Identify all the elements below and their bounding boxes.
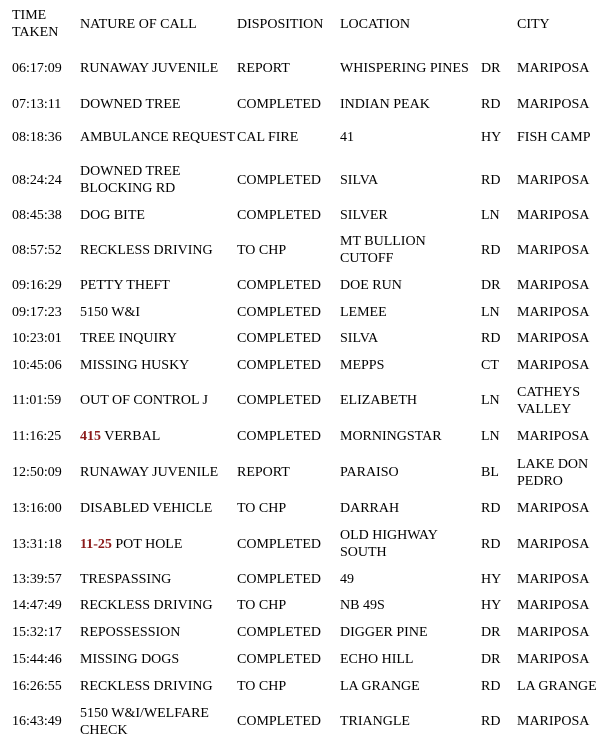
street-suffix-cell: HY <box>481 598 502 613</box>
time-cell: 15:32:17 <box>12 625 62 640</box>
location-cell: PARAISO <box>340 465 399 480</box>
nature-cell <box>80 521 237 567</box>
time-cell: 08:24:24 <box>12 172 62 188</box>
nature-cell <box>80 423 237 449</box>
header-location: LOCATION <box>340 17 410 32</box>
disposition-cell: COMPLETED <box>237 625 321 640</box>
table-row <box>0 699 614 744</box>
street-suffix-cell: RD <box>481 501 501 516</box>
table-row <box>0 592 614 619</box>
time-cell: 09:16:29 <box>12 278 62 293</box>
city-cell: MARIPOSA <box>517 598 590 613</box>
location-cell: SILVA <box>340 331 379 346</box>
street-suffix-cell: DR <box>481 278 501 293</box>
location-cell: DOE RUN <box>340 278 402 293</box>
nature-cell: 5150 W&I/WELFARE CHECK <box>80 705 209 738</box>
disposition-cell: COMPLETED <box>237 96 321 112</box>
city-cell: MARIPOSA <box>517 536 590 552</box>
city-cell: MARIPOSA <box>517 278 590 293</box>
time-cell: 09:17:23 <box>12 304 62 320</box>
table-row <box>0 325 614 352</box>
call-code: 11-25 <box>80 536 112 552</box>
disposition-cell: REPORT <box>237 465 290 480</box>
disposition-cell: COMPLETED <box>237 357 321 373</box>
table-row <box>0 378 614 423</box>
disposition-cell: COMPLETED <box>237 331 321 346</box>
disposition-cell: COMPLETED <box>237 304 321 320</box>
header-time-line2: TAKEN <box>12 25 59 40</box>
city-cell: MARIPOSA <box>517 428 590 444</box>
time-cell: 14:47:49 <box>12 598 62 613</box>
city-cell: MARIPOSA <box>517 501 590 516</box>
time-cell: 08:45:38 <box>12 207 62 223</box>
time-cell: 13:31:18 <box>12 536 62 552</box>
disposition-cell: COMPLETED <box>237 428 321 444</box>
nature-cell: RECKLESS DRIVING <box>80 598 213 613</box>
location-cell: 41 <box>340 129 354 145</box>
location-cell: ELIZABETH <box>340 393 417 408</box>
location-cell: INDIAN PEAK <box>340 96 430 112</box>
city-cell: LAKE DON PEDRO <box>517 456 589 489</box>
street-suffix-cell: HY <box>481 129 502 145</box>
header-nature: NATURE OF CALL <box>80 17 197 32</box>
table-row <box>0 673 614 699</box>
call-code: 415 <box>80 428 101 444</box>
table-row <box>0 92 614 116</box>
nature-cell: TREE INQUIRY <box>80 331 177 346</box>
nature-cell: RUNAWAY JUVENILE <box>80 465 219 480</box>
street-suffix-cell: DR <box>481 652 501 667</box>
city-cell: MARIPOSA <box>517 331 590 346</box>
city-cell: MARIPOSA <box>517 96 590 112</box>
location-cell: 49 <box>340 572 354 587</box>
table-row <box>0 646 614 673</box>
location-cell: OLD HIGHWAY SOUTH <box>340 528 438 560</box>
table-row <box>0 116 614 158</box>
city-cell: FISH CAMP <box>517 129 591 145</box>
disposition-cell: REPORT <box>237 61 290 76</box>
city-cell: MARIPOSA <box>517 207 590 223</box>
time-cell: 13:39:57 <box>12 572 62 587</box>
nature-cell: TRESPASSING <box>80 572 172 587</box>
city-cell: LA GRANGE <box>517 678 597 694</box>
table-row <box>0 449 614 496</box>
city-cell: MARIPOSA <box>517 172 590 188</box>
header-time <box>0 0 80 45</box>
street-suffix-cell: CT <box>481 357 499 373</box>
header-city: CITY <box>517 17 550 32</box>
table-row <box>0 299 614 325</box>
nature-cell: MISSING HUSKY <box>80 357 190 373</box>
table-row <box>0 496 614 521</box>
location-cell: DIGGER PINE <box>340 625 428 640</box>
nature-cell: DOWNED TREE <box>80 96 181 112</box>
city-cell: MARIPOSA <box>517 625 590 640</box>
disposition-cell: COMPLETED <box>237 207 321 223</box>
table-row <box>0 158 614 202</box>
time-cell: 11:16:25 <box>12 428 62 444</box>
location-cell: MORNINGSTAR <box>340 428 442 444</box>
time-cell: 08:18:36 <box>12 129 62 145</box>
location-cell: ECHO HILL <box>340 652 414 667</box>
nature-cell: DOG BITE <box>80 207 145 223</box>
table-row <box>0 228 614 272</box>
time-cell: 16:43:49 <box>12 714 62 729</box>
disposition-cell: COMPLETED <box>237 652 321 667</box>
table-row <box>0 423 614 449</box>
table-row <box>0 521 614 567</box>
disposition-cell: COMPLETED <box>237 714 321 729</box>
location-cell: TRIANGLE <box>340 714 410 729</box>
time-cell: 10:23:01 <box>12 331 62 346</box>
street-suffix-cell: HY <box>481 572 502 587</box>
city-cell: MARIPOSA <box>517 61 590 76</box>
nature-cell: DISABLED VEHICLE <box>80 501 213 516</box>
location-cell: LA GRANGE <box>340 678 420 694</box>
disposition-cell: TO CHP <box>237 598 287 613</box>
street-suffix-cell: RD <box>481 242 501 258</box>
street-suffix-cell: LN <box>481 393 500 408</box>
time-cell: 07:13:11 <box>12 96 62 112</box>
time-cell: 11:01:59 <box>12 393 62 408</box>
location-cell: MEPPS <box>340 357 385 373</box>
header-time-line1: TIME <box>12 8 47 23</box>
disposition-cell: TO CHP <box>237 678 287 694</box>
disposition-cell: TO CHP <box>237 242 287 258</box>
nature-cell: RECKLESS DRIVING <box>80 242 213 258</box>
street-suffix-cell: LN <box>481 207 500 223</box>
table-row <box>0 619 614 646</box>
nature-cell: OUT OF CONTROL J <box>80 393 208 408</box>
street-suffix-cell: LN <box>481 428 500 444</box>
nature-cell: MISSING DOGS <box>80 652 180 667</box>
city-cell: CATHEYS VALLEY <box>517 384 581 417</box>
table-row <box>0 45 614 92</box>
street-suffix-cell: RD <box>481 536 501 552</box>
street-suffix-cell: LN <box>481 304 500 320</box>
nature-cell: RUNAWAY JUVENILE <box>80 61 219 76</box>
city-cell: MARIPOSA <box>517 652 590 667</box>
street-suffix-cell: RD <box>481 678 501 694</box>
disposition-cell: COMPLETED <box>237 393 321 408</box>
street-suffix-cell: RD <box>481 714 501 729</box>
time-cell: 16:26:55 <box>12 678 62 694</box>
location-cell: MT BULLION CUTOFF <box>340 234 426 266</box>
nature-cell: REPOSSESSION <box>80 625 181 640</box>
table-row <box>0 352 614 378</box>
city-cell: MARIPOSA <box>517 304 590 320</box>
street-suffix-cell: DR <box>481 625 501 640</box>
location-cell: NB 49S <box>340 598 385 613</box>
time-cell: 06:17:09 <box>12 61 62 76</box>
location-cell: SILVER <box>340 207 388 223</box>
nature-cell: RECKLESS DRIVING <box>80 678 213 694</box>
table-row <box>0 567 614 592</box>
disposition-cell: COMPLETED <box>237 172 321 188</box>
nature-cell: 5150 W&I <box>80 304 141 320</box>
nature-text: POT HOLE <box>111 536 183 552</box>
city-cell: MARIPOSA <box>517 572 590 587</box>
nature-cell: AMBULANCE REQUEST <box>80 129 236 145</box>
location-cell: DARRAH <box>340 501 400 516</box>
nature-cell: PETTY THEFT <box>80 278 170 293</box>
disposition-cell: COMPLETED <box>237 278 321 293</box>
time-cell: 13:16:00 <box>12 501 62 516</box>
disposition-cell: TO CHP <box>237 501 287 516</box>
location-cell: LEMEE <box>340 304 387 320</box>
nature-cell: DOWNED TREE BLOCKING RD <box>80 164 181 196</box>
street-suffix-cell: RD <box>481 96 501 112</box>
street-suffix-cell: DR <box>481 61 501 76</box>
time-cell: 15:44:46 <box>12 652 62 667</box>
time-cell: 08:57:52 <box>12 242 62 258</box>
street-suffix-cell: RD <box>481 331 501 346</box>
street-suffix-cell: RD <box>481 172 501 188</box>
header-suffix <box>481 0 517 45</box>
location-cell: SILVA <box>340 172 379 188</box>
nature-text: VERBAL <box>101 428 161 444</box>
city-cell: MARIPOSA <box>517 242 590 258</box>
header-disposition: DISPOSITION <box>237 17 324 32</box>
location-cell: WHISPERING PINES <box>340 61 469 76</box>
time-cell: 10:45:06 <box>12 357 62 373</box>
city-cell: MARIPOSA <box>517 357 590 373</box>
header-row <box>0 0 614 45</box>
street-suffix-cell: BL <box>481 465 499 480</box>
time-cell: 12:50:09 <box>12 465 62 480</box>
table-row <box>0 272 614 299</box>
disposition-cell: CAL FIRE <box>237 129 299 145</box>
city-cell: MARIPOSA <box>517 714 590 729</box>
disposition-cell: COMPLETED <box>237 536 321 552</box>
disposition-cell: COMPLETED <box>237 572 321 587</box>
table-row <box>0 202 614 228</box>
